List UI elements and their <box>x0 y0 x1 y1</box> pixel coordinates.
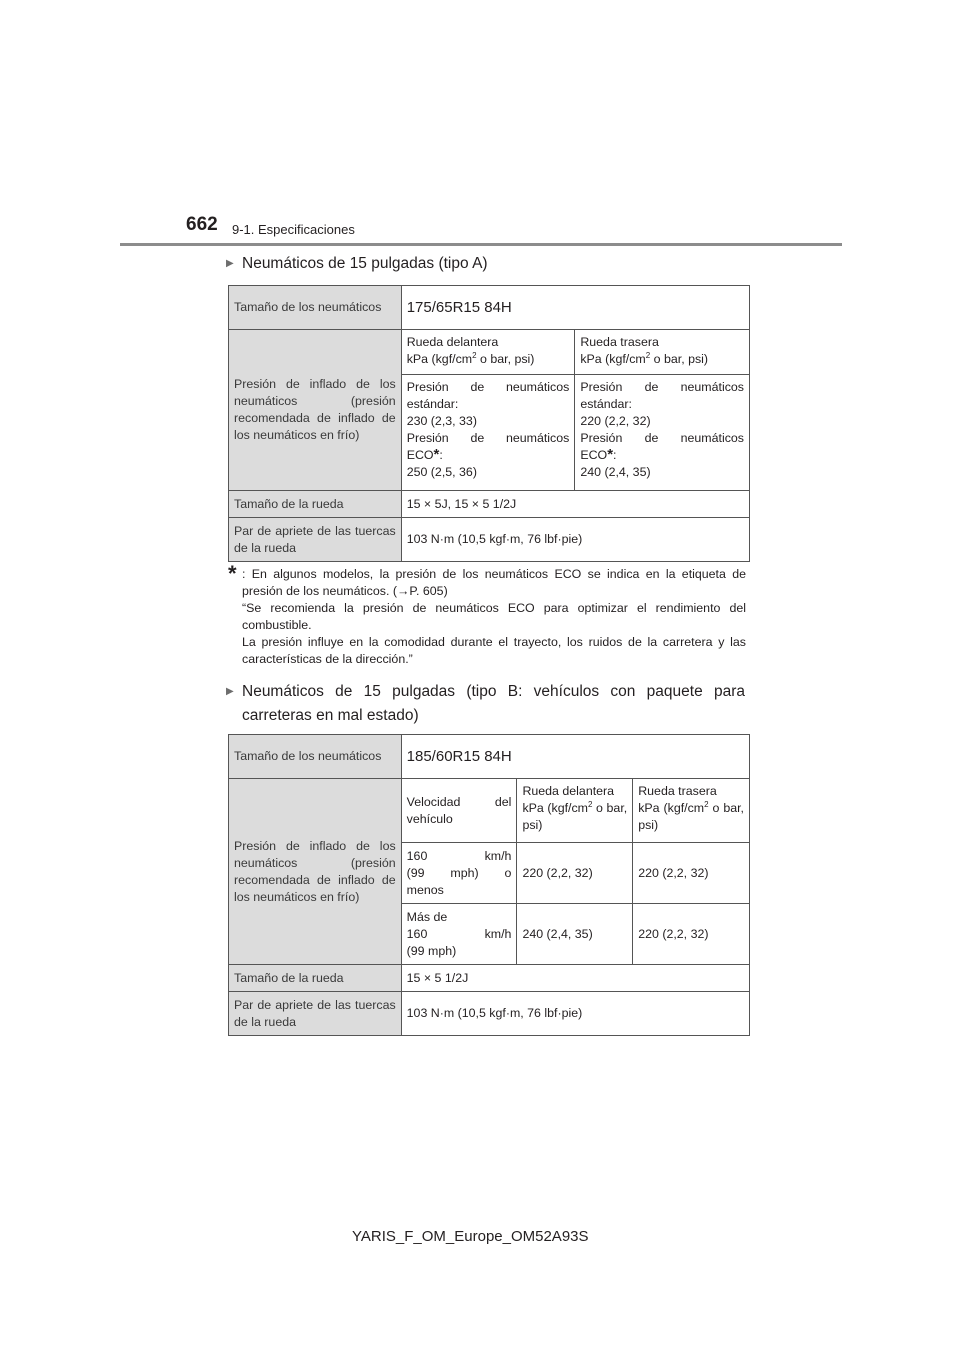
speed-row-2: Más de 160 km/h (99 mph) <box>401 904 517 965</box>
wheel-size-value: 15 × 5J, 15 × 5 1/2J <box>401 491 749 518</box>
rear-wheel-header: Rueda trasera kPa ($kgf/cm^2$ o bar, psi) <box>575 330 750 375</box>
front-pressure-values: Presión de neumáticos estándar: 230 (2,3, 33) Presión de neumáticos ECO*: 250 (2,5, 36) <box>401 375 575 491</box>
torque-value: 103 N·m (10,5 kgf·m, 76 lbf·pie) <box>401 518 749 562</box>
heading-tire-type-b <box>226 680 745 728</box>
tire-size-label: Tamaño de los neumáticos <box>229 286 402 330</box>
wheel-size-label: Tamaño de la rueda <box>229 965 402 992</box>
pressure-label: Presión de inflado de los neumáticos (presión recomendada de inflado de los neumáticos en frío) <box>229 330 402 491</box>
spec-table-type-b <box>228 734 750 1036</box>
wheel-size-value: 15 × 5 1/2J <box>401 965 749 992</box>
section-title: 9-1. Especificaciones <box>232 222 355 237</box>
rear-wheel-header: Rueda trasera kPa ($kgf/cm^2$ o bar, psi) <box>633 779 750 843</box>
torque-value: 103 N·m (10,5 kgf·m, 76 lbf·pie) <box>401 992 749 1036</box>
pressure-label: Presión de inflado de los neumáticos (presión recomendada de inflado de los neumáticos en frío) <box>229 779 402 965</box>
bullet-arrow-icon: ▶ <box>226 258 234 269</box>
speed-row-1: 160 km/h (99 mph) o menos <box>401 843 517 904</box>
spec-table-type-a <box>228 285 750 562</box>
footnote-line-3: La presión influye en la comodidad durante el trayecto, los ruidos de la carretera y las características de la dirección.” <box>242 635 746 666</box>
rear-pressure-row-2: 220 (2,2, 32) <box>633 904 750 965</box>
heading-text: Neumáticos de 15 pulgadas (tipo B: vehículos con paquete para carreteras en mal estado) <box>242 683 745 724</box>
front-pressure-row-2: 240 (2,4, 35) <box>517 904 633 965</box>
rear-pressure-values: Presión de neumáticos estándar: 220 (2,2, 32) Presión de neumáticos ECO*: 240 (2,4, 35) <box>575 375 750 491</box>
tire-size-value: 175/65R15 84H <box>401 286 749 330</box>
front-wheel-header: Rueda delantera kPa ($kgf/cm^2$ o bar, psi) <box>401 330 575 375</box>
bullet-arrow-icon: ▶ <box>226 686 234 697</box>
tire-size-value: 185/60R15 84H <box>401 735 749 779</box>
footnote-mark: * <box>228 561 237 586</box>
speed-header: Velocidad del vehículo <box>401 779 517 843</box>
rear-pressure-row-1: 220 (2,2, 32) <box>633 843 750 904</box>
wheel-size-label: Tamaño de la rueda <box>229 491 402 518</box>
torque-label: Par de apriete de las tuercas de la rueda <box>229 518 402 562</box>
heading-text: Neumáticos de 15 pulgadas (tipo A) <box>242 255 488 272</box>
document-code: YARIS_F_OM_Europe_OM52A93S <box>352 1228 589 1245</box>
footnote <box>228 561 746 668</box>
front-wheel-header: Rueda delantera kPa ($kgf/cm^2$ o bar, psi) <box>517 779 633 843</box>
header-rule <box>120 243 842 246</box>
page-number: 662 <box>186 214 218 235</box>
torque-label: Par de apriete de las tuercas de la rueda <box>229 992 402 1036</box>
footnote-line-2: “Se recomienda la presión de neumáticos ECO para optimizar el rendimiento del combustible. <box>242 601 746 632</box>
tire-size-label: Tamaño de los neumáticos <box>229 735 402 779</box>
footnote-line-1: : En algunos modelos, la presión de los neumáticos ECO se indica en la etiqueta de presión de los neumáticos. (→P. 605) <box>242 567 746 598</box>
front-pressure-row-1: 220 (2,2, 32) <box>517 843 633 904</box>
heading-tire-type-a <box>226 252 745 276</box>
